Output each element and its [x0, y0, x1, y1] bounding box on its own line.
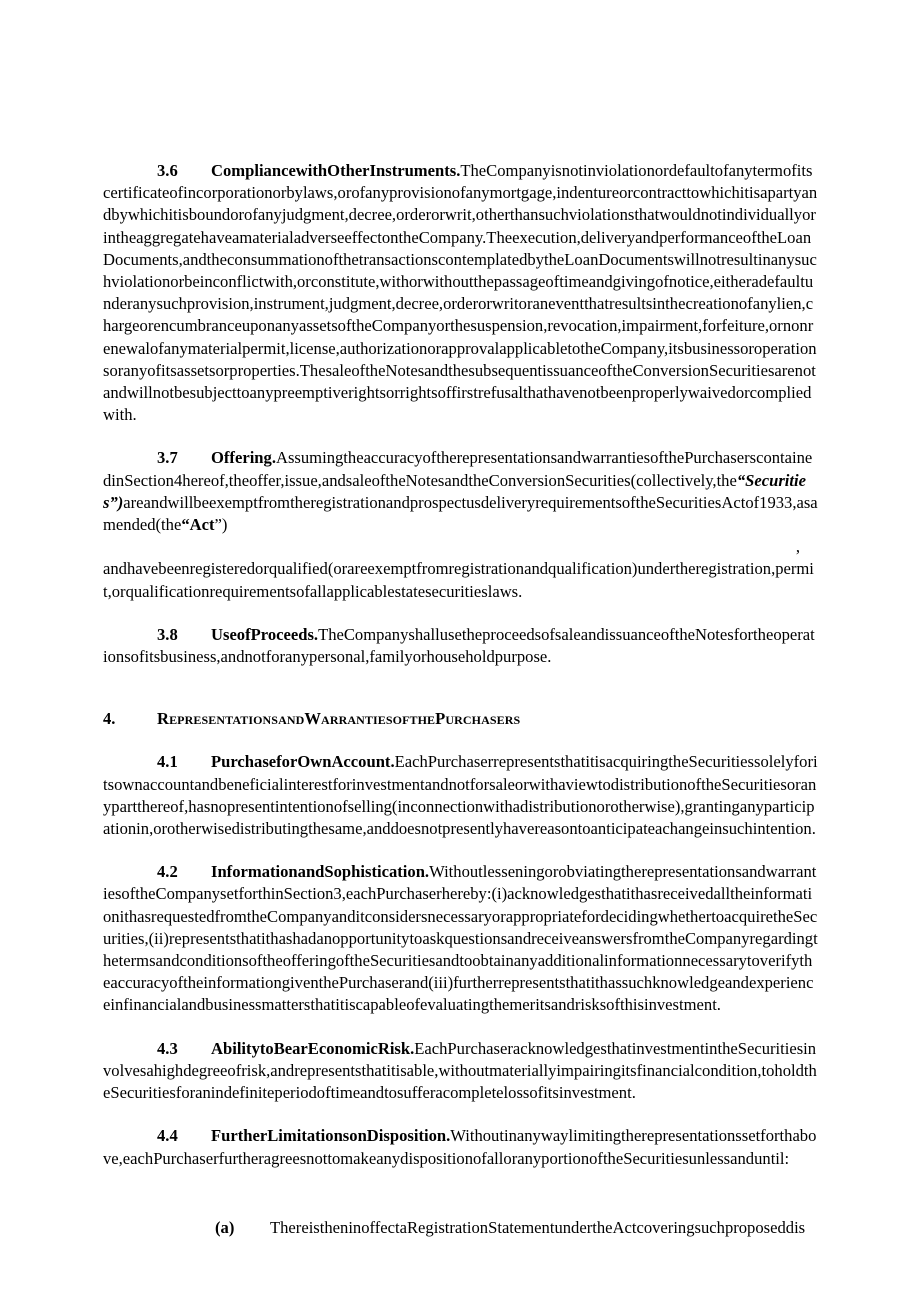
section-body-4-2: WithoutlesseningorobviatingtherepresentationsandwarrantiesoftheCompanysetforthinSection3,eachPurchaserhereby:(i)acknowledgesthatithasreceivedalltheinformationithasrequestedfromtheCompanyanditconsidersnecessaryorappropriatefordecidingwhethertoacquiretheSecurities,(ii)representsthatithashadanopportunitytoaskquestionsandreceiveanswersfromtheCompanyregardingthetermsandconditionsoftheofferingoftheSecuritiesandtoobtainanyadditionalinformationnecessarytoverifytheaccuracyoftheinformationgiventhePurchaserand(iii)furtherrepresentsthatithassuchknowledgeandexperienceinfinancialandbusinessmattersthatitiscapableofevaluatingthemeritsandrisksofthisinvestment. [103, 862, 818, 1015]
section-heading-3-7: Offering. [211, 448, 276, 468]
section-number-4-3: 4.3 [157, 1038, 178, 1058]
sub-item-body-a: ThereistheninoffectaRegistrationStatementundertheActcoveringsuchproposeddis [270, 1217, 806, 1237]
section-heading-4-2: InformationandSophistication. [211, 862, 430, 882]
section-body-4-1: EachPurchaserrepresentsthatitisacquiringtheSecuritiessolelyforitsownaccountandbeneficialinterestforinvestmentandnotforsaleorwithaviewtodistributionoftheSecuritiesoranypartthereof,hasnopresentintentionofselling(inconnectionwithadistributionorotherwise),grantinganyparticipationin,orotherwisedistributingthesame,anddoesnotpresentlyhavereasontoanticipateachangeinsuchintention. [103, 752, 818, 839]
heading-spacer [103, 689, 818, 708]
section-number-4-2: 4.2 [157, 862, 178, 882]
section-number-3-7: 3.7 [157, 448, 178, 468]
section-body-3-7-part1: AssumingtheaccuracyoftherepresentationsandwarrantiesofthePurchaserscontainedinSection4hereof,theoffer,issue,andsaleoftheNotesandtheConversionSecurities(collectively,the [103, 448, 813, 490]
orphan-comma-line [103, 536, 818, 558]
section-heading-4-1: PurchaseforOwnAccount. [211, 752, 395, 772]
section-heading-4-4: FurtherLimitationsonDisposition. [211, 1126, 451, 1146]
section-number-4-4: 4.4 [157, 1126, 178, 1146]
section-heading-3-8: UseofProceeds. [211, 624, 319, 644]
sub-item-a [103, 1217, 818, 1239]
section-heading-4-3: AbilitytoBearEconomicRisk. [211, 1038, 415, 1058]
sub-item-letter-a: (a) [215, 1217, 235, 1237]
paragraph-3-6 [103, 160, 818, 426]
defined-term-act: “Act [181, 515, 215, 535]
section-heading-3-6: CompliancewithOtherInstruments. [211, 161, 461, 180]
section-body-4-3: EachPurchaseracknowledgesthatinvestmentintheSecuritiesinvolvesahighdegreeofrisk,andrepresentsthatitisable,withoutmateriallyimpairingitsfinancialcondition,toholdtheSecuritiesforanindefiniteperiodoftimeandtosufferacompletelossofitsinvestment. [103, 1038, 817, 1103]
section-number-3-6: 3.6 [157, 161, 178, 180]
page-content-body [103, 160, 818, 1239]
subitem-spacer [103, 1191, 818, 1217]
section-number-4: 4. [103, 709, 116, 729]
section-body-3-7-part2: areandwillbeexemptfromtheregistrationandprospectusdeliveryrequirementsoftheSecuritiesActof1933,asamended(the [103, 492, 818, 535]
section-title-4: RepresentationsandWarrantiesofthePurchasers [157, 709, 521, 729]
section-number-4-1: 4.1 [157, 752, 178, 772]
paragraph-3-8 [103, 624, 818, 668]
orphan-comma: , [795, 537, 800, 557]
section-number-3-8: 3.8 [157, 624, 178, 644]
section-body-4-4: Withoutinanywaylimitingtherepresentationssetforthabove,eachPurchaserfurtheragreesnottomakeanydispositionofalloranyportionoftheSecuritiesunlessanduntil: [103, 1126, 817, 1168]
paragraph-3-7 [103, 447, 818, 602]
section-heading-4 [103, 708, 818, 730]
paragraph-4-2 [103, 861, 818, 1016]
defined-term-securities: “Securities”) [103, 470, 806, 512]
paragraph-4-1 [103, 751, 818, 840]
defined-term-act-close: ”) [214, 515, 228, 535]
section-body-3-8: TheCompanyshallusetheproceedsofsaleandissuanceoftheNotesfortheoperationsofitsbusiness,andnotforanypersonal,familyorhouseholdpurpose. [103, 624, 815, 667]
section-body-3-7-part3: andhavebeenregisteredorqualified(orareexemptfromregistrationandqualification)undertheregistration,permit,orqualificationrequirementsofallapplicablestatesecuritieslaws. [103, 559, 814, 601]
paragraph-4-4 [103, 1125, 818, 1169]
section-body-3-6: TheCompanyisnotinviolationordefaultofanytermofitscertificateofincorporationorbylaws,orofanyprovisionofanymortgage,indentureorcontracttowhichitisapartyandbywhichitisboundorofanyjudgment,decree,orderorwrit,otherthansuchviolationsthatwouldnotindividuallyorintheaggregatehaveamaterialadverseeffectontheCompany.Theexecution,deliveryandperformanceoftheLoanDocuments,andtheconsummationofthetransactionscontemplatedbytheLoanDocumentswillnotresultinanysuchviolationorbeinconflictwith,orconstitute,withorwithoutthepassageoftimeandgivingofnotice,eitheradefaultunderanysuchprovision,instrument,judgment,decree,orderorwritoraneventthatresultsinthecreationofanylien,chargeorencumbranceuponanyassetsoftheCompanyorthesuspension,revocation,impairment,forfeiture,ornonrenewalofanymaterialpermit,license,authorizationorapprovalapplicabletotheCompany,itsbusinessoroperationsoranyofitsassetsorproperties.ThesaleoftheNotesandthesubsequentissuanceoftheConversionSecuritiesarenotandwillnotbesubjecttoanypreemptiverightsorrightsoffirstrefusalthathavenotbeenproperlywaivedorcompliedwith. [103, 161, 818, 425]
paragraph-4-3 [103, 1038, 818, 1105]
